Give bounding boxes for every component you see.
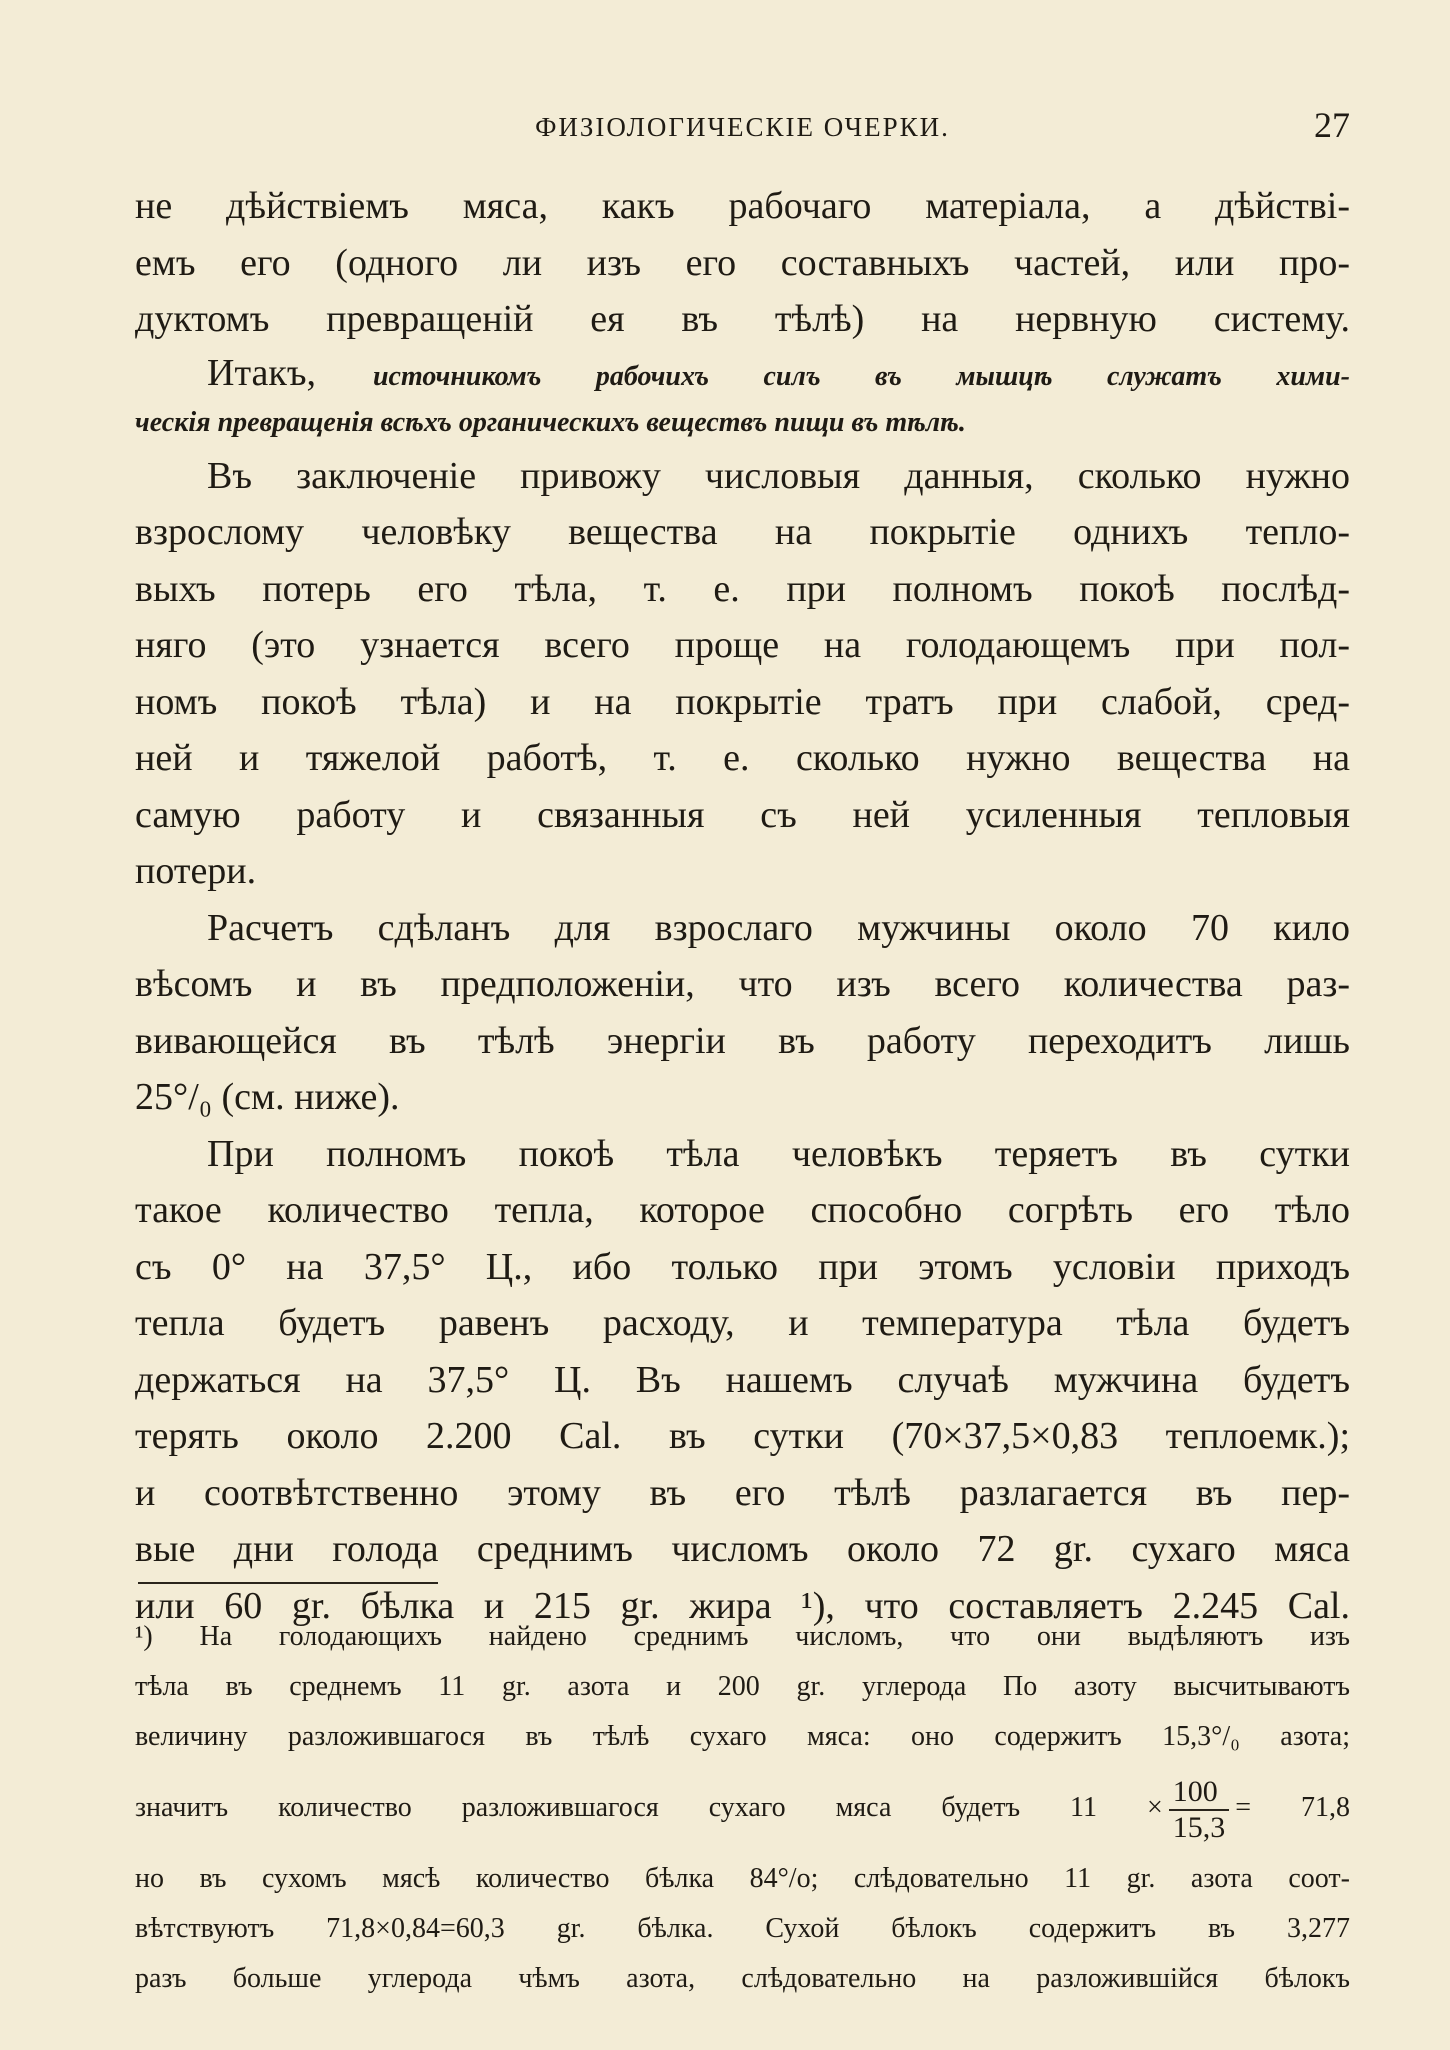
text-line: и соотвѣтственно этому въ его тѣлѣ разлагается въ пер- — [135, 1471, 1350, 1514]
page-header — [135, 100, 1350, 150]
italic-text: ческiя превращенiя всѣхъ органическихъ веществъ пищи въ тѣлѣ. — [135, 406, 966, 438]
body-text — [135, 178, 1350, 1634]
italic-text: источникомъ рабочихъ силъ въ мышцѣ служатъ хими- — [372, 360, 1351, 392]
text-line: тепла будетъ равенъ расходу, и температура тѣла будетъ — [135, 1302, 1350, 1344]
text-line: вѣсомъ и въ предположенiи, что изъ всего количества раз- — [135, 963, 1350, 1005]
text-line: взрослому человѣку вещества на покрытiе однихъ тепло- — [135, 511, 1350, 553]
text-line: или 60 gr. бѣлка и 215 gr. жира ¹), что составляетъ 2.245 Cal. — [135, 1584, 1350, 1627]
text-line: держаться на 37,5° Ц. Въ нашемъ случаѣ мужчина будетъ — [135, 1358, 1350, 1401]
running-title: ФИЗIОЛОГИЧЕСКIЕ ОЧЕРКИ. — [535, 112, 950, 142]
text-line: потери. — [135, 850, 257, 892]
text-line: 25°/₀ (см. ниже). — [135, 1076, 400, 1118]
footnote-line: величину разложившагося въ тѣлѣ сухаго мяса: оно содержитъ 15,3°/₀ азота; — [135, 1721, 1350, 1752]
text-line: няго (это узнается всего проще на голодающемъ при пол- — [135, 624, 1350, 666]
fraction-denominator: 15,3 — [1172, 1810, 1226, 1844]
text-line: ней и тяжелой работѣ, т. е. сколько нужно вещества на — [135, 737, 1350, 779]
italic-paragraph-line-1 — [135, 348, 1350, 398]
text-line: Въ заключенiе привожу числовыя данныя, сколько нужно — [207, 454, 1350, 497]
formula-result: = 71,8 — [1235, 1792, 1350, 1823]
italic-paragraph-line-2 — [135, 398, 1350, 448]
text-line: дуктомъ превращенiй ея въ тѣлѣ) на нервную систему. — [135, 298, 1350, 340]
footnote-line: ¹) На голодающихъ найдено среднимъ числомъ, что они выдѣляютъ изъ — [135, 1621, 1350, 1652]
text-line: номъ покоѣ тѣла) и на покрытiе тратъ при слабой, сред- — [135, 680, 1350, 723]
body-paragraphs — [135, 448, 1350, 1635]
formula-text: значитъ количество разложившагося сухаго мяса будетъ 11 × — [135, 1792, 1163, 1823]
text-line: Расчетъ сдѣланъ для взрослаго мужчины около 70 кило — [207, 906, 1350, 949]
text-line: терять около 2.200 Cal. въ сутки (70×37,5×0,83 теплоемк.); — [135, 1415, 1350, 1457]
footnote — [135, 1612, 1350, 2004]
italic-lead: Итакъ, — [207, 351, 316, 394]
text-line: При полномъ покоѣ тѣла человѣкъ теряетъ въ сутки — [207, 1132, 1350, 1175]
page-number: 27 — [1314, 105, 1350, 145]
text-line: вые дни голода среднимъ числомъ около 72 gr. сухаго мяса — [135, 1528, 1350, 1570]
text-line: емъ его (одного ли изъ его составныхъ частей, или про- — [135, 241, 1350, 284]
footnote-rule — [138, 1582, 438, 1584]
text-line: не дѣйствiемъ мяса, какъ рабочаго матерiала, а дѣйствi- — [135, 185, 1350, 227]
text-line: выхъ потерь его тѣла, т. е. при полномъ покоѣ послѣд- — [135, 567, 1350, 610]
footnote-formula-line — [135, 1762, 1350, 1854]
footnote-line: разъ больше углерода чѣмъ азота, слѣдовательно на разложившiйся бѣлокъ — [135, 1963, 1350, 1994]
footnote-line: но въ сухомъ мясѣ количество бѣлка 84°/о; слѣдовательно 11 gr. азота соот- — [135, 1863, 1350, 1894]
footnote-line: тѣла въ среднемъ 11 gr. азота и 200 gr. углерода По азоту высчитываютъ — [135, 1671, 1350, 1702]
text-line: самую работу и связанныя съ ней усиленныя тепловыя — [135, 793, 1350, 836]
text-line: съ 0° на 37,5° Ц., ибо только при этомъ условiи приходъ — [135, 1245, 1350, 1288]
text-line: такое количество тепла, которое способно согрѣть его тѣло — [135, 1189, 1350, 1231]
fraction-numerator: 100 — [1169, 1775, 1230, 1811]
footnote-line: вѣтствуютъ 71,8×0,84=60,3 gr. бѣлка. Сухой бѣлокъ содержитъ въ 3,277 — [135, 1913, 1350, 1944]
fraction — [1169, 1775, 1230, 1845]
text-line: вивающейся въ тѣлѣ энергiи въ работу переходитъ лишь — [135, 1019, 1350, 1062]
